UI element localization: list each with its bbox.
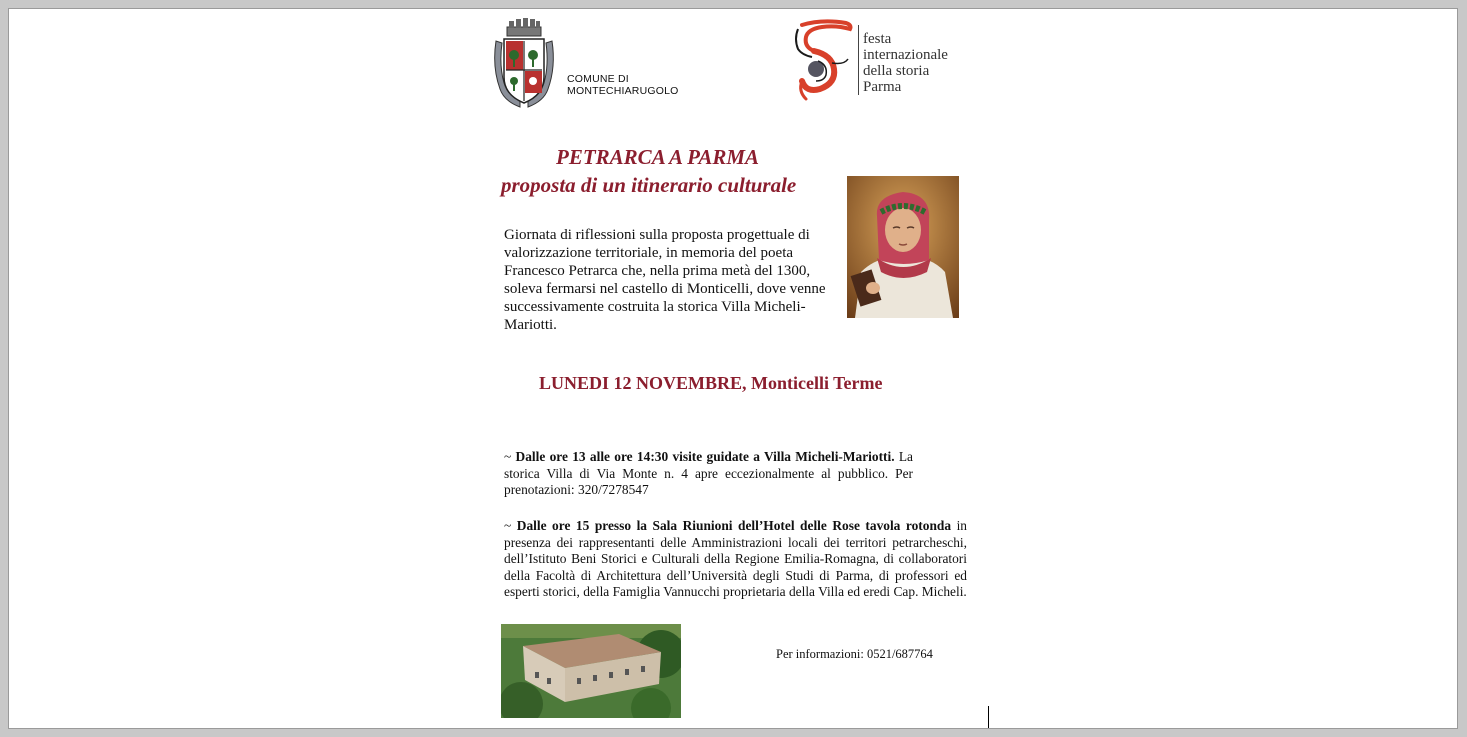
festa-logo-icon [792, 19, 854, 103]
villa-photo-icon [501, 624, 681, 718]
contact-info: Per informazioni: 0521/687764 [776, 647, 933, 661]
item-marker: ~ [504, 449, 512, 464]
comune-crest-icon [490, 17, 558, 111]
comune-line-2: MONTECHIARUGOLO [567, 85, 679, 97]
petrarca-portrait-icon [847, 176, 959, 318]
festa-line-3: della storia [863, 63, 930, 79]
document-page [8, 8, 1458, 729]
comune-line-1: COMUNE DI [567, 73, 629, 85]
text-cursor [988, 706, 989, 728]
festa-name [863, 31, 948, 95]
festa-line-1: festa [863, 31, 892, 47]
festa-divider [858, 25, 859, 95]
program-item-2 [504, 518, 967, 601]
item-1-bold: Dalle ore 13 alle ore 14:30 visite guidate a Villa Micheli-Mariotti. [515, 449, 895, 464]
item-1-text: La storica Villa di Via Monte n. 4 apre eccezionalmente al pubblico. Per prenotazioni: 320/7278547 [504, 449, 913, 497]
item-marker: ~ [504, 518, 512, 533]
item-2-bold: Dalle ore 15 presso la Sala Riunioni dell’Hotel delle Rose tavola rotonda [516, 518, 952, 533]
title-main: PETRARCA A PARMA [556, 145, 760, 169]
festa-line-4: Parma [863, 79, 902, 95]
comune-name [567, 73, 679, 97]
item-2-text: in presenza dei rappresentanti delle Amministrazioni locali dei territori petrarcheschi, dell’Istituto Beni Storici e Culturali della Regione Emilia-Romagna, di collaboratori della Facoltà di Architettura dell’Università degli Studi di Parma, di professori ed esperti storici, della Famiglia Vannucchi proprietaria della Villa ed eredi Cap. Micheli. [504, 518, 967, 599]
title-subtitle: proposta di un itinerario culturale [501, 173, 797, 197]
festa-line-2: internazionale [863, 47, 948, 63]
intro-paragraph: Giornata di riflessioni sulla proposta progettuale di valorizzazione territoriale, in memoria del poeta Francesco Petrarca che, nella prima metà del 1300, soleva fermarsi nel castello di Monticelli, dove venne successivamente costruita la storica Villa Micheli-Mariotti. [504, 227, 826, 333]
event-date: LUNEDI 12 NOVEMBRE, Monticelli Terme [539, 373, 883, 393]
program-item-1 [504, 449, 913, 499]
